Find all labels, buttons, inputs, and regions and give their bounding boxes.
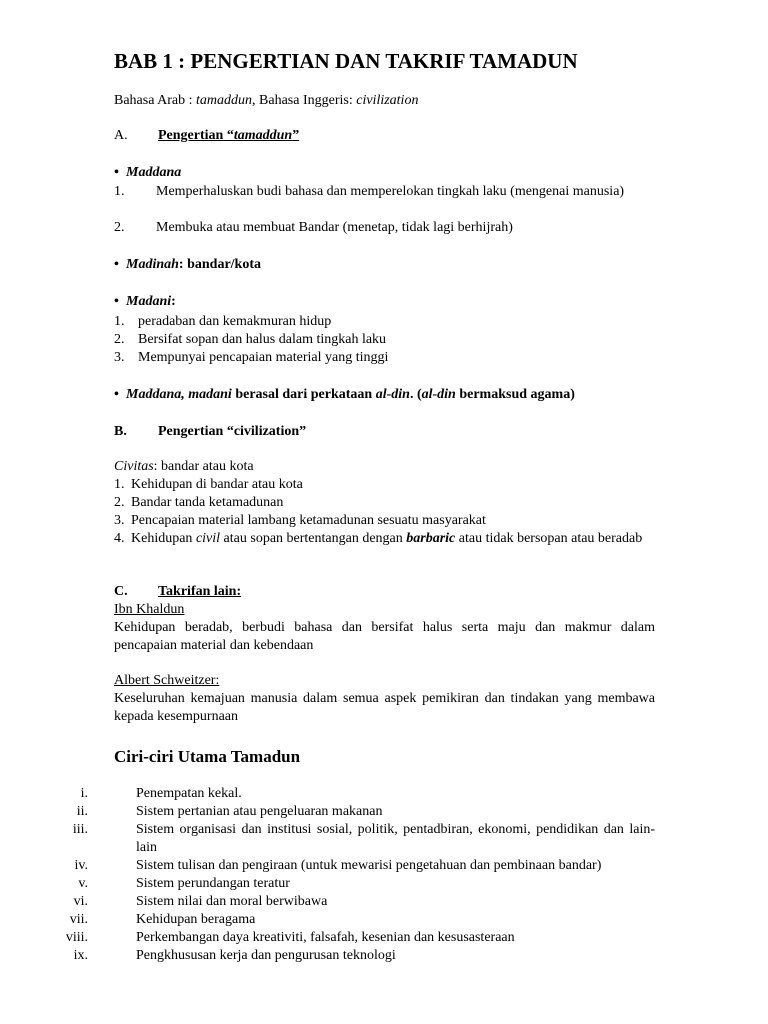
item-number: i. (80, 786, 88, 801)
item-text: Bersifat sopan dan halus dalam tingkah laku (138, 332, 387, 347)
section-c-heading (114, 583, 655, 601)
item-number: iv. (74, 858, 88, 873)
item-number: iii. (72, 822, 88, 837)
item-number: v. (78, 876, 88, 891)
item-text: Sistem nilai dan moral berwibawa (136, 894, 328, 909)
list-item (60, 803, 655, 821)
item-number: 2. (114, 495, 125, 510)
term-definition: : bandar atau kota (153, 459, 254, 474)
list-item (114, 219, 655, 237)
term: Civitas (114, 459, 154, 474)
item-text: Sistem organisasi dan institusi sosial, politik, pentadbiran, ekonomi, pendidikan dan lain-lain (136, 822, 655, 855)
list-item (60, 785, 655, 803)
section-letter: A. (114, 128, 128, 143)
author-name: Ibn Khaldun (114, 602, 185, 617)
list-item (114, 530, 655, 566)
list-item (114, 313, 655, 331)
item-text: Sistem perundangan teratur (136, 876, 290, 891)
section-letter: B. (114, 424, 127, 439)
bullet-icon: • (114, 294, 119, 309)
intro-text: , Bahasa Inggeris: (252, 93, 357, 108)
list-item (60, 857, 655, 875)
item-text: Mempunyai pencapaian material yang tinggi (138, 350, 389, 365)
item-text: Sistem tulisan dan pengiraan (untuk mewarisi pengetahuan dan pembinaan bandar) (136, 858, 602, 873)
item-number: viii. (65, 930, 88, 945)
item-number: 3. (114, 513, 125, 528)
list-item (60, 875, 655, 893)
bullet-icon: • (114, 387, 119, 402)
item-number: 1. (114, 314, 125, 329)
item-text: Bandar tanda ketamadunan (131, 495, 284, 510)
maddana-heading (114, 164, 181, 182)
list-item (114, 512, 655, 530)
term: Maddana (126, 165, 182, 180)
ciri-heading: Ciri-ciri Utama Tamadun (114, 747, 301, 766)
statement-text: bermaksud agama) (455, 387, 575, 402)
list-item (60, 911, 655, 929)
statement-text: berasal dari perkataan (231, 387, 376, 402)
madinah-heading (114, 256, 261, 274)
item-number: vii. (69, 912, 88, 927)
item-text: Penempatan kekal. (136, 786, 242, 801)
intro-text: Bahasa Arab : (114, 93, 197, 108)
item-text-part: atau sopan bertentangan dengan (220, 531, 407, 546)
item-text: Memperhaluskan budi bahasa dan memperelokan tingkah laku (mengenai manusia) (156, 184, 625, 199)
item-text: Kehidupan beragama (136, 912, 256, 927)
list-item (114, 494, 655, 512)
term: al-din (375, 387, 410, 402)
item-number: 1. (114, 184, 125, 199)
item-text-part: atau tidak bersopan atau beradab (455, 531, 643, 546)
item-number: vi. (73, 894, 88, 909)
section-a-heading (114, 127, 655, 145)
item-number: 2. (114, 220, 125, 235)
civitas-definition (114, 458, 254, 476)
item-text (131, 530, 655, 548)
author-name: Albert Schweitzer: (114, 673, 220, 688)
label-term: tamaddun (233, 128, 293, 143)
author-definition: Keseluruhan kemajuan manusia dalam semua aspek pemikiran dan tindakan yang membawa kepada kesempurnaan (114, 691, 655, 724)
term-colon: : (171, 294, 176, 309)
intro-term-english: civilization (356, 93, 419, 108)
term-definition: : bandar/kota (178, 257, 261, 272)
statement-text: . ( (409, 387, 422, 402)
item-number: ix. (73, 948, 88, 963)
item-term: barbaric (406, 531, 456, 546)
item-number: 2. (114, 332, 125, 347)
list-item (60, 821, 655, 857)
intro-line (114, 92, 418, 110)
item-text: peradaban dan kemakmuran hidup (138, 314, 332, 329)
madani-heading (114, 293, 176, 311)
item-text: Pencapaian material lambang ketamadunan sesuatu masyarakat (131, 513, 486, 528)
section-b-heading (114, 423, 655, 441)
section-letter: C. (114, 584, 128, 599)
list-item (114, 476, 655, 494)
list-item (60, 947, 655, 965)
term: Maddana, madani (126, 387, 232, 402)
item-term: civil (195, 531, 221, 546)
item-number: 4. (114, 531, 125, 546)
term: al-din (421, 387, 456, 402)
item-text: Kehidupan di bandar atau kota (131, 477, 303, 492)
author-definition: Kehidupan beradab, berbudi bahasa dan bersifat halus serta maju dan makmur dalam pencapaian material dan kebendaan (114, 620, 655, 653)
intro-term-arab: tamaddun (196, 93, 253, 108)
document-title: BAB 1 : PENGERTIAN DAN TAKRIF TAMADUN (114, 49, 578, 73)
term: Madinah (126, 257, 179, 272)
item-text: Pengkhususan kerja dan pengurusan teknologi (136, 948, 396, 963)
list-item (114, 349, 655, 367)
item-number: ii. (76, 804, 88, 819)
item-text: Sistem pertanian atau pengeluaran makanan (136, 804, 383, 819)
list-item (60, 929, 655, 947)
label-text: ” (292, 128, 300, 143)
item-number: 1. (114, 477, 125, 492)
item-number: 3. (114, 350, 125, 365)
section-b-label: Pengertian “civilization” (158, 424, 307, 439)
section-c-label: Takrifan lain: (158, 584, 242, 599)
item-text-part: Kehidupan (131, 531, 196, 546)
bullet-icon: • (114, 165, 119, 180)
section-a-label (158, 127, 299, 145)
list-item (114, 183, 655, 219)
list-item (114, 331, 655, 349)
term: Madani (126, 294, 172, 309)
bullet-icon: • (114, 257, 119, 272)
list-item (60, 893, 655, 911)
label-text: Pengertian “ (158, 128, 234, 143)
item-text: Perkembangan daya kreativiti, falsafah, kesenian dan kesusasteraan (136, 930, 515, 945)
item-text: Membuka atau membuat Bandar (menetap, tidak lagi berhijrah) (156, 220, 513, 235)
origin-statement (114, 386, 575, 404)
